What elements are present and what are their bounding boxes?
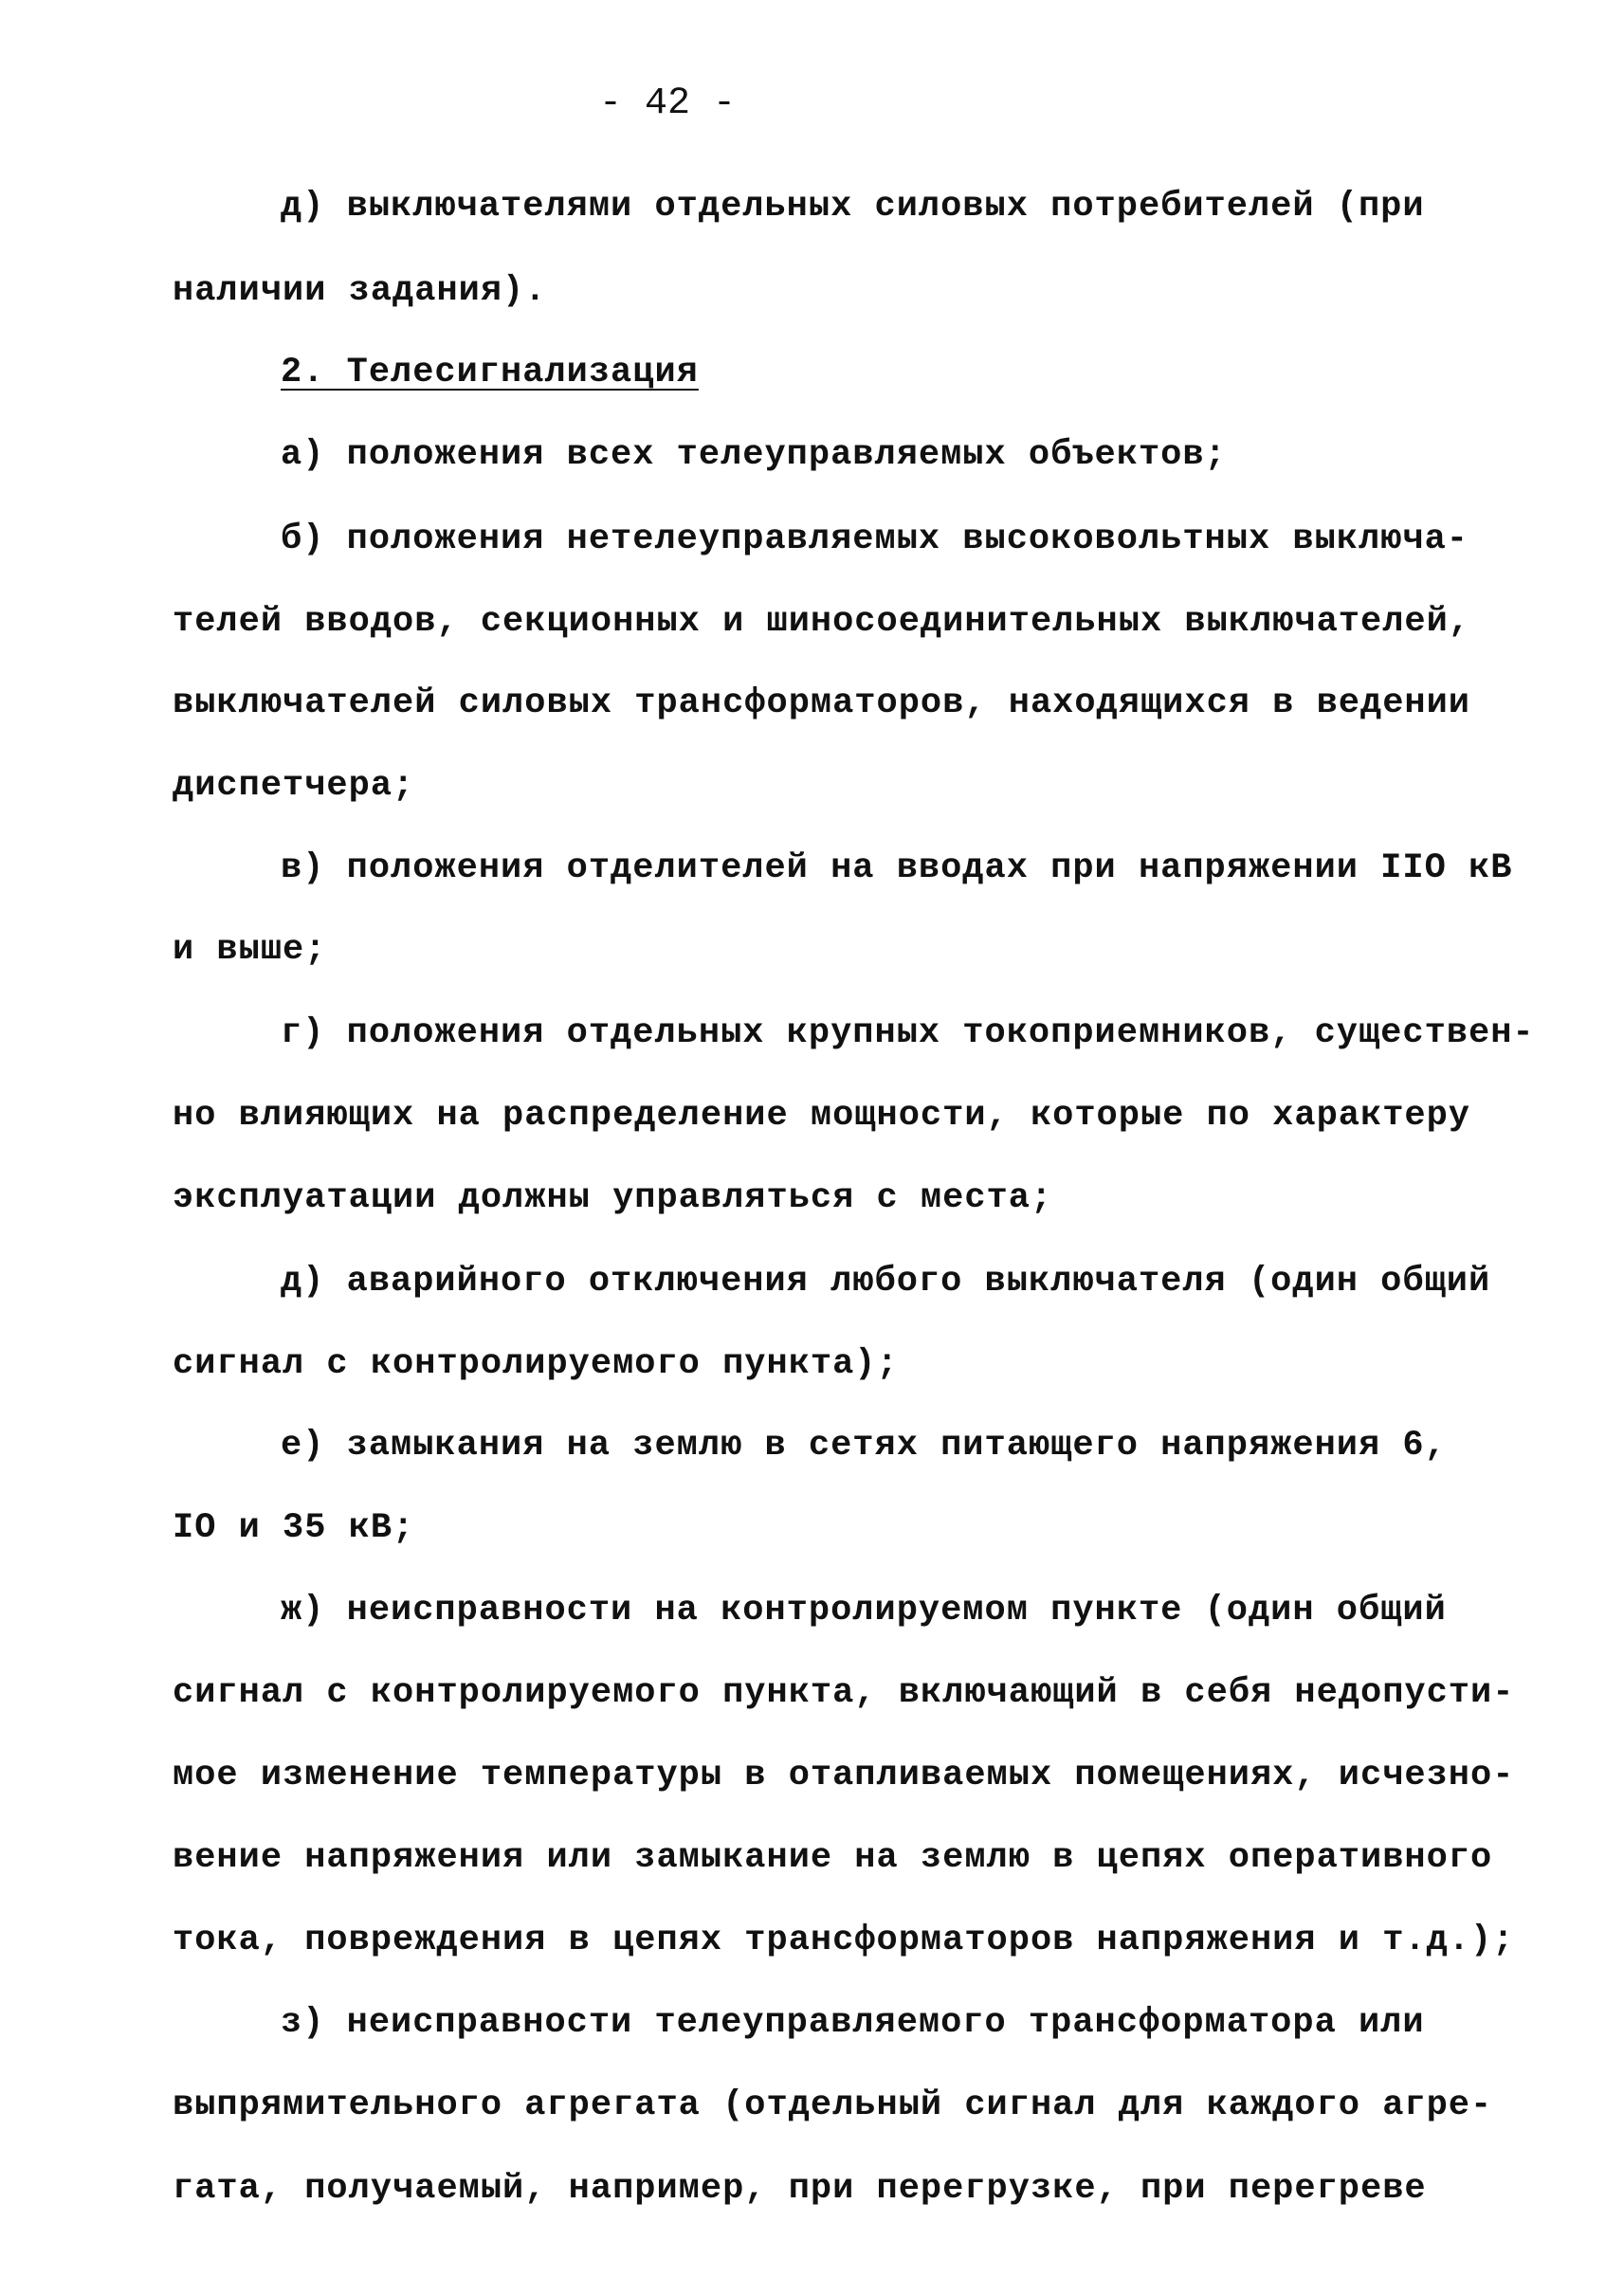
text-line: д) выключателями отдельных силовых потребителей (при	[281, 187, 1425, 227]
text-line: в) положения отделителей на вводах при напряжении IIO кВ	[281, 848, 1513, 888]
text-line: сигнал с контролируемого пункта);	[173, 1344, 899, 1384]
text-line: а) положения всех телеуправляемых объектов;	[281, 435, 1227, 475]
text-line: и выше;	[173, 930, 327, 970]
text-line: но влияющих на распределение мощности, которые по характеру	[173, 1096, 1471, 1136]
text-line: б) положения нетелеуправляемых высоковольтных выключа-	[281, 519, 1469, 559]
text-line: е) замыкания на землю в сетях питающего напряжения 6,	[281, 1426, 1447, 1466]
text-line: эксплуатации должны управляться с места;	[173, 1178, 1053, 1218]
text-line: диспетчера;	[173, 766, 415, 806]
text-line: мое изменение температуры в отапливаемых помещениях, исчезно-	[173, 1756, 1515, 1795]
text-line: телей вводов, секционных и шиносоединительных выключателей,	[173, 602, 1471, 642]
text-line: тока, повреждения в цепях трансформаторов напряжения и т.д.);	[173, 1921, 1515, 1960]
text-line: выключателей силовых трансформаторов, находящихся в ведении	[173, 683, 1471, 723]
text-line: д) аварийного отключения любого выключателя (один общий	[281, 1262, 1491, 1302]
text-line: гата, получаемый, например, при перегрузке, при перегреве	[173, 2169, 1427, 2209]
text-line: г) положения отдельных крупных токоприемников, существен-	[281, 1013, 1535, 1053]
text-line: ж) неисправности на контролируемом пункте (один общий	[281, 1591, 1447, 1630]
section-heading: 2. Телесигнализация	[281, 353, 699, 392]
page-number: - 42 -	[599, 82, 737, 125]
text-line: сигнал с контролируемого пункта, включающий в себя недопусти-	[173, 1673, 1515, 1713]
text-line: выпрямительного агрегата (отдельный сигнал для каждого агре-	[173, 2086, 1493, 2125]
text-line: з) неисправности телеуправляемого трансформатора или	[281, 2003, 1425, 2043]
text-line: вение напряжения или замыкание на землю в цепях оперативного	[173, 1838, 1493, 1878]
text-line: наличии задания).	[173, 271, 547, 311]
text-line: IO и 35 кВ;	[173, 1508, 415, 1548]
